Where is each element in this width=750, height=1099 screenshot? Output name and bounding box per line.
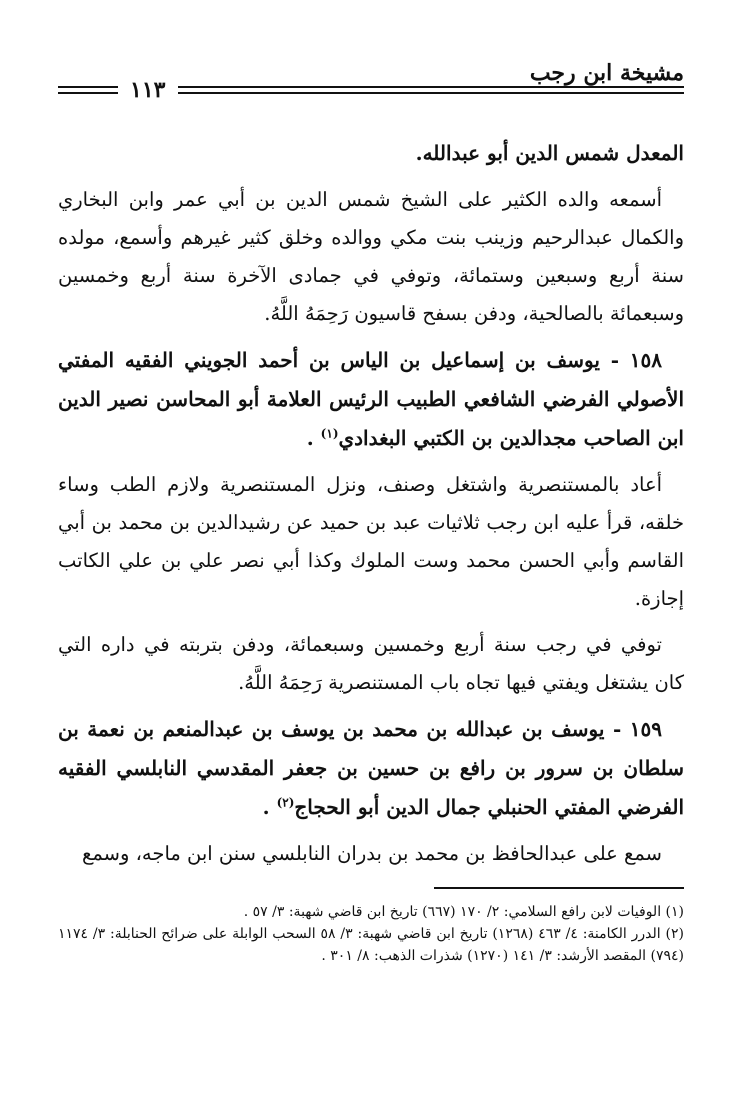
footnote: (١) الوفيات لابن رافع السلامي: ٢/ ١٧٠ (٦٦٧) تاريخ ابن قاضي شهبة: ٣/ ٥٧ . bbox=[243, 903, 684, 920]
entry-title: يوسف بن عبدالله بن محمد بن يوسف بن عبدالمنعم بن نعمة بن سلطان بن سرور بن رافع بن حسين بن جعفر المقدسي النابلسي الفقيه الفرضي المفتي الحنبلي جمال الدين أبو الحجاج bbox=[58, 717, 684, 819]
footnote-ref[interactable]: (٢) bbox=[276, 795, 295, 810]
paragraph: سمع على عبدالحافظ بن محمد بن بدران النابلسي سنن ابن ماجه، وسمع bbox=[82, 842, 662, 865]
footnotes bbox=[58, 901, 684, 967]
footnote-ref[interactable]: (١) bbox=[320, 426, 339, 441]
entry-title: يوسف بن إسماعيل بن الياس بن أحمد الجويني الفقيه المفتي الأصولي الفرضي الشافعي الطبيب الرئيس العلامة أبو المحاسن نصير الدين ابن الصاحب مجدالدين بن الكتبي البغدادي bbox=[58, 348, 684, 450]
header-rule bbox=[58, 92, 118, 94]
footnote: (٢) الدرر الكامنة: ٤/ ٤٦٣ (١٢٦٨) تاريخ ابن قاضي شهبة: ٣/ ٥٨ السحب الوابلة على ضرائح الحنابلة: ٣/ ١١٧٤ (٧٩٤) المقصد الأرشد: ٣/ ١٤١ (١٢٧٠) شذرات الذهب: ٨/ ٣٠١ . bbox=[58, 925, 684, 964]
book-page bbox=[58, 56, 684, 1056]
main-text bbox=[58, 134, 684, 873]
punctuation: . bbox=[306, 426, 314, 450]
entry-number: ١٥٨ - bbox=[610, 348, 663, 372]
page-number: ١١٣ bbox=[130, 77, 166, 103]
header-rule bbox=[178, 92, 684, 94]
header-rule bbox=[58, 86, 118, 88]
header-rule bbox=[178, 86, 684, 88]
paragraph: أسمعه والده الكثير على الشيخ شمس الدين بن أبي عمر وابن البخاري والكمال عبدالرحيم وزينب بنت مكي ووالده وخلق كثير غيرهم وأسمع، مولده سنة أربع وسبعين وستمائة، وتوفي في جمادى الآخرة سنة أربع وخمسين وسبعمائة بالصالحية، ودفن بسفح قاسيون رَحِمَهُ اللَّهُ. bbox=[58, 188, 684, 325]
punctuation: . bbox=[262, 795, 270, 819]
running-title: مشيخة ابن رجب bbox=[529, 60, 684, 86]
paragraph: المعدل شمس الدين أبو عبدالله. bbox=[415, 141, 684, 165]
entry-heading bbox=[58, 710, 684, 827]
page-header bbox=[58, 56, 684, 104]
footnote-separator bbox=[434, 887, 684, 889]
entry-number: ١٥٩ - bbox=[612, 717, 663, 741]
paragraph: توفي في رجب سنة أربع وخمسين وسبعمائة، ودفن بتربته في داره التي كان يشتغل ويفتي فيها تجاه باب المستنصرية رَحِمَهُ اللَّهُ. bbox=[58, 633, 684, 694]
entry-heading bbox=[58, 341, 684, 458]
paragraph: أعاد بالمستنصرية واشتغل وصنف، ونزل المستنصرية ولازم الطب وساء خلقه، قرأ عليه ابن رجب ثلاثيات عبد بن حميد عن رشيدالدين بن محمد بن أبي القاسم وأبي الحسن محمد وست الملوك وكذا أبي نصر علي بن علي الكاتب إجازة. bbox=[58, 473, 684, 610]
